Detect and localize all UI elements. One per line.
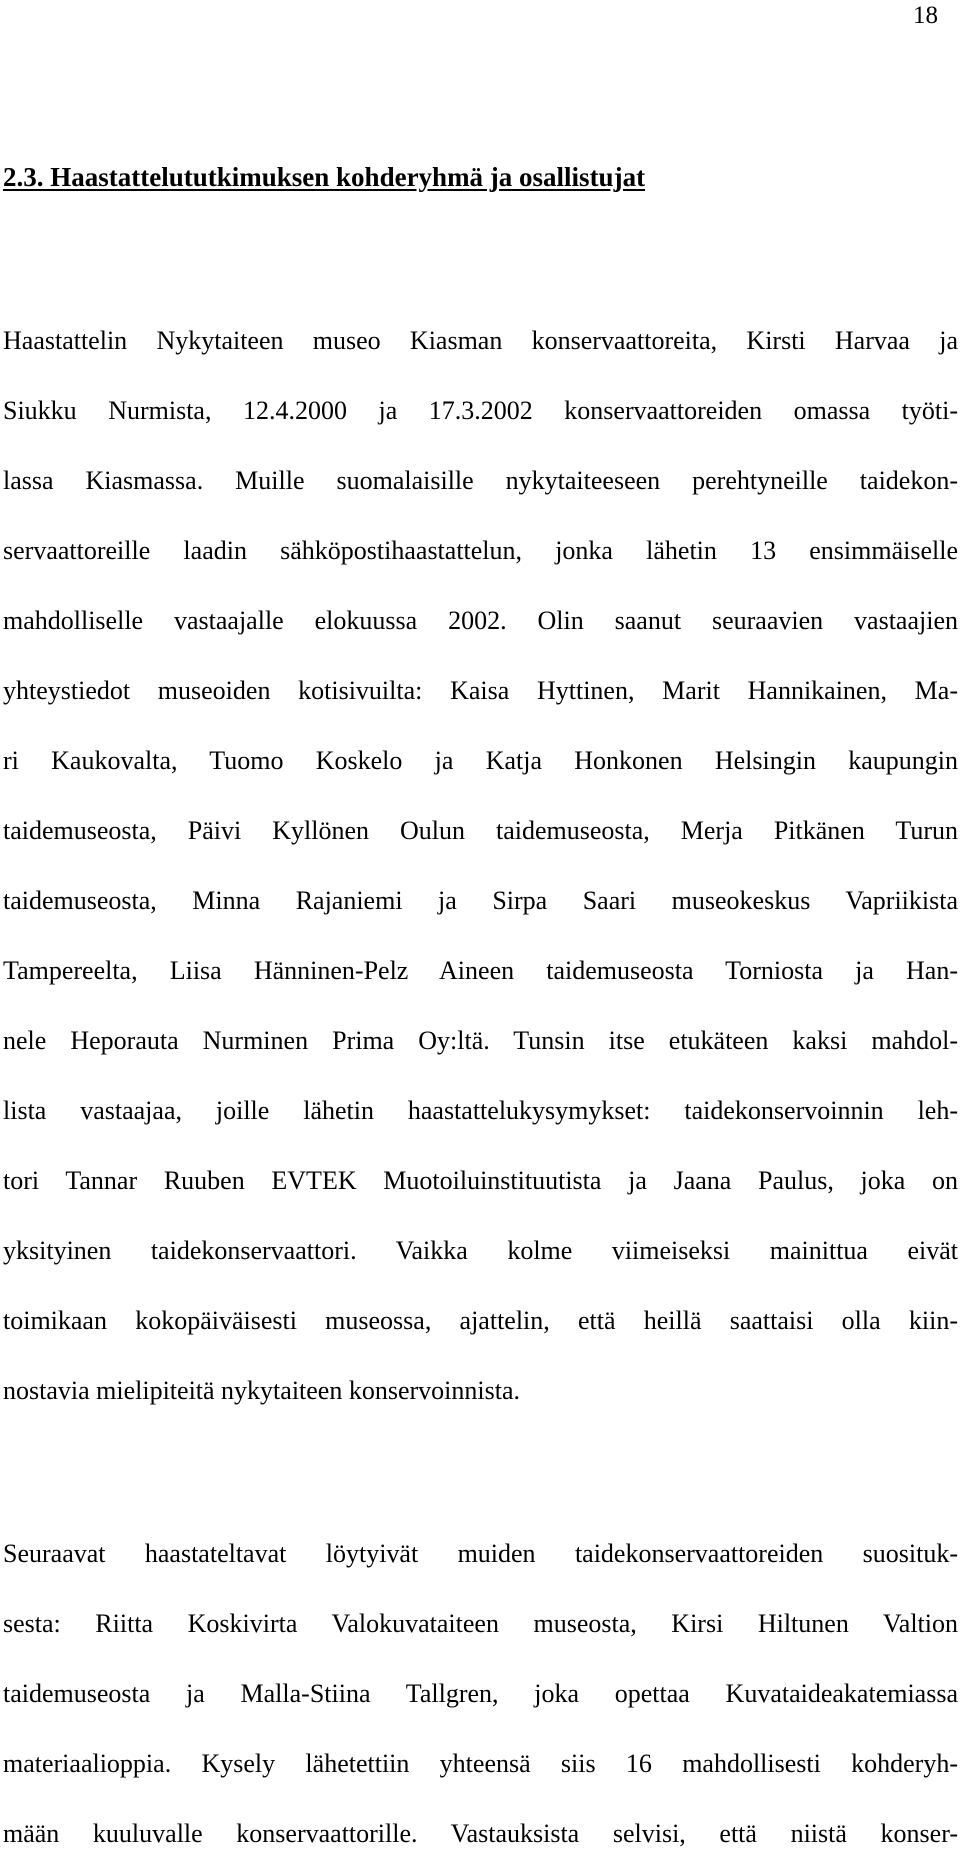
text-line: toimikaan kokopäiväisesti museossa, ajattelin, että heillä saattaisi olla kiin- xyxy=(3,1306,958,1335)
section-heading: 2.3. Haastattelututkimuksen kohderyhmä ja osallistujat xyxy=(3,162,646,192)
paragraph xyxy=(3,1519,958,1869)
text-line: nostavia mielipiteitä nykytaiteen konservoinnista. xyxy=(3,1376,520,1405)
text-line: yhteystiedot museoiden kotisivuilta: Kaisa Hyttinen, Marit Hannikainen, Ma- xyxy=(3,676,958,705)
text-line: lassa Kiasmassa. Muille suomalaisille nykytaiteeseen perehtyneille taidekon- xyxy=(3,466,958,495)
text-line: taidemuseosta ja Malla-Stiina Tallgren, joka opettaa Kuvataideakatemiassa xyxy=(3,1679,958,1708)
text-line: lista vastaajaa, joille lähetin haastattelukysymykset: taidekonservoinnin leh- xyxy=(3,1096,958,1125)
text-line: Siukku Nurmista, 12.4.2000 ja 17.3.2002 konservaattoreiden omassa työti- xyxy=(3,396,958,425)
text-line: Haastattelin Nykytaiteen museo Kiasman konservaattoreita, Kirsti Harvaa ja xyxy=(3,326,958,355)
text-line: taidemuseosta, Minna Rajaniemi ja Sirpa Saari museokeskus Vapriikista xyxy=(3,886,958,915)
page-number: 18 xyxy=(913,2,938,29)
text-line: yksityinen taidekonservaattori. Vaikka kolme viimeiseksi mainittua eivät xyxy=(3,1236,958,1265)
text-line: tori Tannar Ruuben EVTEK Muotoiluinstituutista ja Jaana Paulus, joka on xyxy=(3,1166,958,1195)
text-line: ri Kaukovalta, Tuomo Koskelo ja Katja Honkonen Helsingin kaupungin xyxy=(3,746,958,775)
text-line: materiaalioppia. Kysely lähetettiin yhteensä siis 16 mahdollisesti kohderyh- xyxy=(3,1749,958,1778)
text-line: mahdolliselle vastaajalle elokuussa 2002. Olin saanut seuraavien vastaajien xyxy=(3,606,958,635)
text-line: servaattoreille laadin sähköpostihaastattelun, jonka lähetin 13 ensimmäiselle xyxy=(3,536,958,565)
text-line: Tampereelta, Liisa Hänninen-Pelz Aineen taidemuseosta Torniosta ja Han- xyxy=(3,956,958,985)
text-line: nele Heporauta Nurminen Prima Oy:ltä. Tunsin itse etukäteen kaksi mahdol- xyxy=(3,1026,958,1055)
text-line: sesta: Riitta Koskivirta Valokuvataiteen museosta, Kirsi Hiltunen Valtion xyxy=(3,1609,958,1638)
text-line: mään kuuluvalle konservaattorille. Vastauksista selvisi, että niistä konser- xyxy=(3,1819,958,1848)
paragraph xyxy=(3,306,958,1426)
text-line: Seuraavat haastateltavat löytyivät muiden taidekonservaattoreiden suosituk- xyxy=(3,1539,958,1568)
text-line: taidemuseosta, Päivi Kyllönen Oulun taidemuseosta, Merja Pitkänen Turun xyxy=(3,816,958,845)
